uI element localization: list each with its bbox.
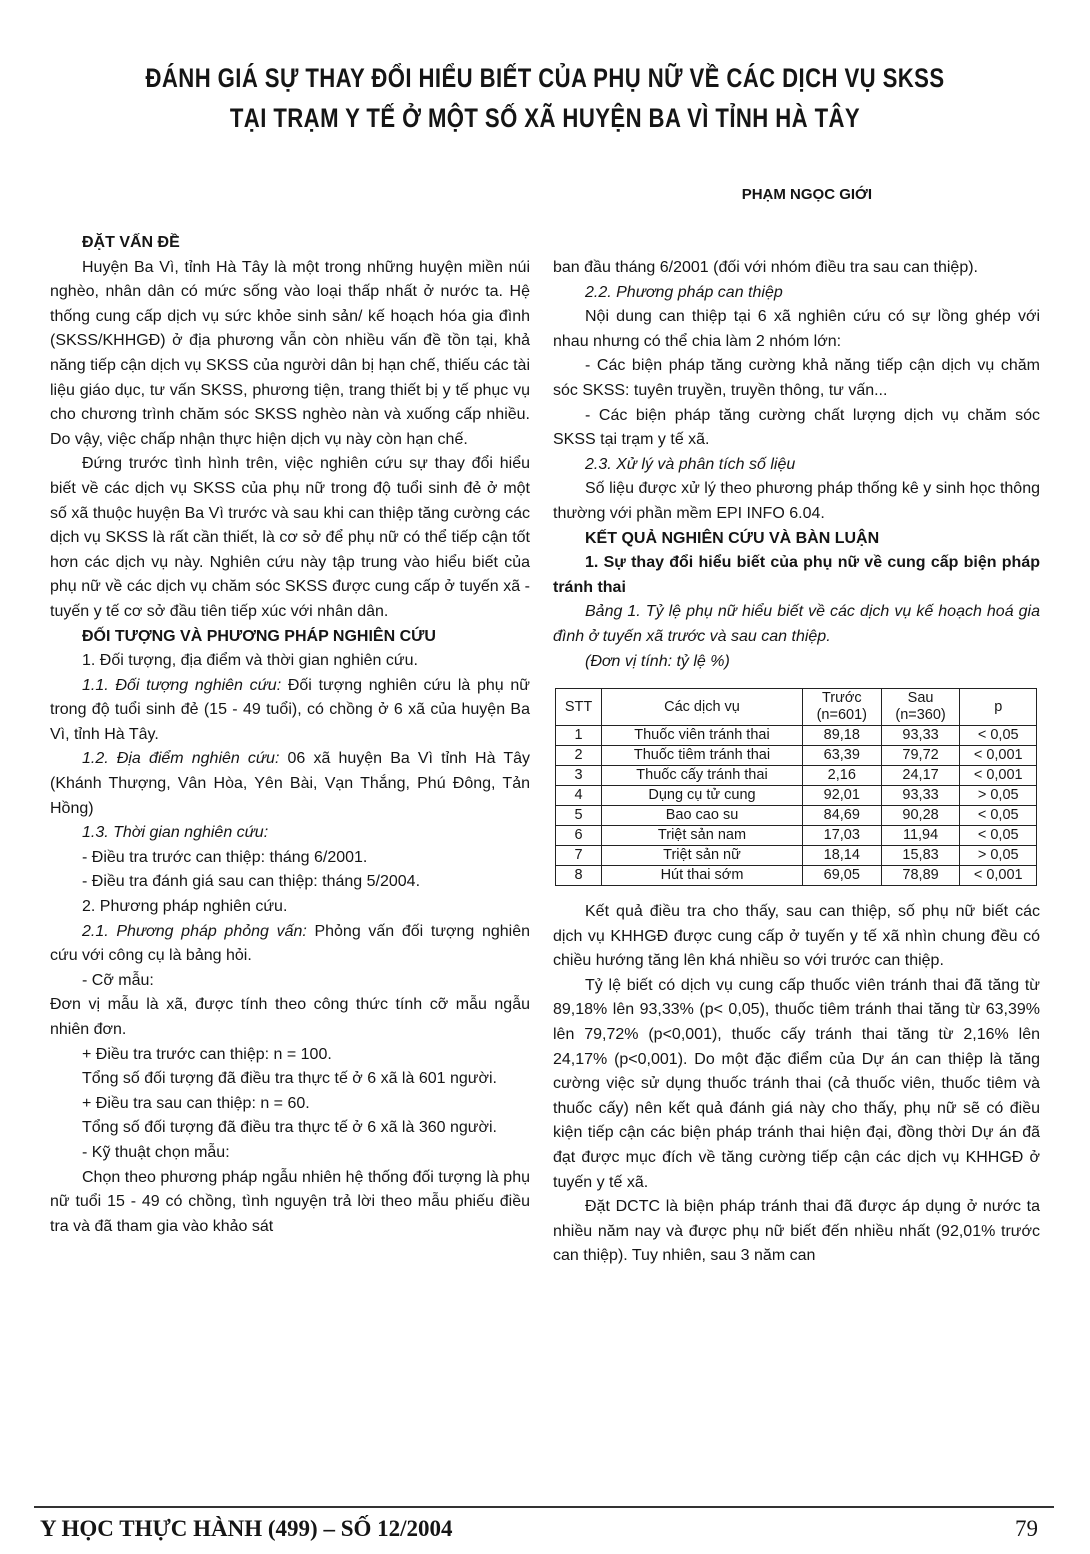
text: Đối tượng nghiên cứu là phụ nữ trong độ tuổi sinh đẻ (15 - 49 tuổi), có chồng ở 6 xã của huyện Ba Vì, tỉnh Hà Tây. [50,676,531,743]
table-unit: (Đơn vị tính: tỷ lệ %) [585,652,730,670]
header-stt: STT [556,689,602,726]
paragraph [50,674,530,748]
table-cell: 17,03 [802,826,881,846]
paragraph: Tỷ lệ biết có dịch vụ cung cấp thuốc viên tránh thai đã tăng từ 89,18% lên 93,33% (p< 0,05), thuốc tiêm tránh thai tăng từ 63,39% lên 79,72% (p<0,001), thuốc cấy tránh thai tăng từ 2,16% lên 24,17% (p<0,001). Do một đặc điểm của Dự án can thiệp là tăng cường việc sử dụng thuốc tránh thai (cả thuốc viên, thuốc tiêm và thuốc cấy) nên kết quả đánh giá này cho thấy, phụ nữ sẽ có điều kiện tiếp cận các biện pháp tránh thai hiện đại, đồng thời Dự án đã đạt được mục đích về tăng cường tiếp cận các dịch vụ KHHGĐ ở tuyến y tế xã. [553,976,1040,1191]
table-cell: < 0,05 [960,826,1037,846]
paragraph: + Điều tra trước can thiệp: n = 100. [82,1045,332,1063]
table-cell: Thuốc viên tránh thai [602,726,803,746]
table-cell: < 0,001 [960,866,1037,886]
title-line-1: ĐÁNH GIÁ SỰ THAY ĐỔI HIỂU BIẾT CỦA PHỤ NỮ VỀ CÁC DỊCH VỤ SKSS [145,63,945,93]
table-cell: < 0,05 [960,726,1037,746]
results-table [555,688,1037,886]
subheading: 2.1. Phương pháp phỏng vấn: [82,922,307,940]
paragraph: - Điều tra đánh giá sau can thiệp: tháng 5/2004. [82,873,421,891]
table-cell: Thuốc cấy tránh thai [602,766,803,786]
table-cell: 5 [556,806,602,826]
table-cell: 93,33 [881,786,960,806]
table-cell: 8 [556,866,602,886]
paragraph: - Điều tra trước can thiệp: tháng 6/2001. [82,848,368,866]
paragraph: Tổng số đối tượng đã điều tra thực tế ở 6 xã là 601 người. [82,1070,497,1088]
section-heading: ĐẶT VẤN ĐỀ [82,234,180,251]
table-row [556,846,1037,866]
paragraph: Đơn vị mẫu là xã, được tính theo công thức tính cỡ mẫu ngẫu nhiên đơn. [50,996,530,1038]
table-cell: 78,89 [881,866,960,886]
table-header-row [556,689,1037,726]
header-text: Trước [821,690,862,707]
table-row [556,766,1037,786]
table-cell: Triệt sản nữ [602,846,803,866]
table-row [556,726,1037,746]
table-cell: > 0,05 [960,846,1037,866]
paragraph: + Điều tra sau can thiệp: n = 60. [82,1094,310,1112]
subsection-heading: 1. Sự thay đổi hiểu biết của phụ nữ về cung cấp biện pháp tránh thai [553,554,1040,596]
paragraph: ban đầu tháng 6/2001 (đối với nhóm điều tra sau can thiệp). [553,259,978,276]
paragraph: 1. Đối tượng, địa điểm và thời gian nghiên cứu. [82,652,418,670]
paragraph: - Các biện pháp tăng cường chất lượng dịch vụ chăm sóc SKSS tại trạm y tế xã. [553,406,1040,449]
table-cell: 1 [556,726,602,746]
paragraph: Kết quả điều tra cho thấy, sau can thiệp, số phụ nữ biết các dịch vụ KHHGĐ được cung cấp ở tuyến y tế xã nhìn chung đều có chiều hướng tăng lên khá nhiều so với trước can thiệp. [553,903,1040,970]
table-cell: < 0,05 [960,806,1037,826]
subheading: 1.1. Đối tượng nghiên cứu: [82,676,282,694]
paragraph: 2. Phương pháp nghiên cứu. [82,898,288,916]
table-cell: Hút thai sớm [602,866,803,886]
subheading: 2.3. Xử lý và phân tích số liệu [585,455,796,473]
table-cell: 11,94 [881,826,960,846]
header-service: Các dịch vụ [602,689,803,726]
paragraph: Số liệu được xử lý theo phương pháp thống kê y sinh học thông thường với phần mềm EPI INFO 6.04. [553,480,1040,522]
table-caption: Bảng 1. Tỷ lệ phụ nữ hiểu biết về các dịch vụ kế hoạch hoá gia đình ở tuyến xã trước và sau can thiệp. [553,603,1040,645]
paragraph: Huyện Ba Vì, tỉnh Hà Tây là một trong những huyện miền núi nghèo, nhân dân có mức sống vào loại thấp nhất ở nước ta. Hệ thống cung cấp dịch vụ sức khỏe sinh sản/ kế hoạch hóa gia đình (SKSS/KHHGĐ) ở địa phương vẫn còn nhiều vấn đề tồn tại, khả năng tiếp cận dịch vụ SKSS của người dân bị hạn chế, thiếu các tài liệu giáo dục, tư vấn SKSS, phương tiện, trang thiết bị y tế phục vụ cho chương trình chăm sóc SKSS nghèo nàn và xuống cấp nhiều. Do vậy, việc chấp nhận thực hiện dịch vụ này còn hạn chế. [50,258,530,448]
header-text: Sau [907,690,934,707]
table-cell: 6 [556,826,602,846]
table-cell: 18,14 [802,846,881,866]
text: 06 xã huyện Ba Vì tỉnh Hà Tây (Khánh Thượng, Vân Hòa, Yên Bài, Vạn Thắng, Phú Đông, Tản Hồng) [50,750,531,817]
subheading: 1.2. Địa điểm nghiên cứu: [82,750,280,768]
table-cell: 3 [556,766,602,786]
table-cell: 63,39 [802,746,881,766]
header-text: (n=360) [895,707,946,724]
left-column [50,231,530,1239]
header-after [881,689,960,726]
paragraph: Chọn theo phương pháp ngẫu nhiên hệ thống đối tượng là phụ nữ tuổi 15 - 49 có chồng, tình nguyện trả lời theo mẫu phiếu điều tra và đã tham gia vào khảo sát [50,1168,530,1235]
header-text: (n=601) [816,707,867,724]
table-cell: 7 [556,846,602,866]
footer-divider [34,1506,1054,1508]
table-cell: Dụng cụ tử cung [602,786,803,806]
table-cell: 84,69 [802,806,881,826]
title-line-2: TẠI TRẠM Y TẾ Ở MỘT SỐ XÃ HUYỆN BA VÌ TỈNH HÀ TÂY [229,103,861,133]
table-row [556,826,1037,846]
paragraph: Đứng trước tình hình trên, việc nghiên cứu sự thay đổi hiểu biết về các dịch vụ SKSS của phụ nữ trong độ tuổi sinh đẻ ở một số xã thuộc huyện Ba Vì trước và sau khi can thiệp tăng cường các dịch vụ SKSS là rất cần thiết, là cơ sở để phụ nữ có thể tiếp cận tốt hơn các dịch vụ này. Nghiên cứu này tập trung vào hiểu biết của phụ nữ về các dịch vụ chăm sóc SKSS được cung cấp ở tuyến xã - tuyến y tế cơ sở đầu tiên tiếp xúc với nhân dân. [50,455,530,620]
journal-footer: Y HỌC THỰC HÀNH (499) – SỐ 12/2004 [40,1516,453,1541]
table-cell: 24,17 [881,766,960,786]
author: PHẠM NGỌC GIỚI [741,186,872,203]
section-heading: KẾT QUẢ NGHIÊN CỨU VÀ BÀN LUẬN [585,529,880,547]
text: Phỏng vấn đối tượng nghiên cứu với công cụ là bảng hỏi. [50,922,530,965]
right-column [553,256,1040,1269]
subheading: 2.2. Phương pháp can thiệp [585,283,783,301]
article-title [98,58,992,138]
page-number: 79 [1015,1516,1038,1541]
table-cell: 69,05 [802,866,881,886]
table-row [556,806,1037,826]
table-cell: < 0,001 [960,746,1037,766]
table-row [556,786,1037,806]
table-cell: Triệt sản nam [602,826,803,846]
section-heading: ĐỐI TƯỢNG VÀ PHƯƠNG PHÁP NGHIÊN CỨU [82,627,436,645]
subheading: 1.3. Thời gian nghiên cứu: [82,824,269,842]
paragraph: - Các biện pháp tăng cường khả năng tiếp cận dịch vụ chăm sóc SKSS: tuyên truyền, truyền thông, tư vấn... [553,357,1040,399]
table-cell: 2,16 [802,766,881,786]
table-cell: Thuốc tiêm tránh thai [602,746,803,766]
paragraph [50,747,530,821]
table-cell: 90,28 [881,806,960,826]
table-cell: 79,72 [881,746,960,766]
paragraph: Đặt DCTC là biện pháp tránh thai đã được áp dụng ở nước ta nhiều năm nay và được phụ nữ biết đến nhiều nhất (92,01% trước can thiệp). Tuy nhiên, sau 3 năm can [553,1198,1040,1265]
table-cell: > 0,05 [960,786,1037,806]
paragraph: - Kỹ thuật chọn mẫu: [82,1143,230,1161]
table-row [556,746,1037,766]
table-cell: 92,01 [802,786,881,806]
table-row [556,866,1037,886]
paragraph [50,920,530,969]
table-cell: Bao cao su [602,806,803,826]
table-cell: 93,33 [881,726,960,746]
table-cell: < 0,001 [960,766,1037,786]
header-p: p [960,689,1037,726]
table-cell: 89,18 [802,726,881,746]
table-cell: 15,83 [881,846,960,866]
paragraph: - Cỡ mẫu: [82,971,154,989]
paragraph: Nội dung can thiệp tại 6 xã nghiên cứu có sự lồng ghép với nhau nhưng có thể chia làm 2 nhóm lớn: [553,308,1040,350]
header-before [802,689,881,726]
table-cell: 2 [556,746,602,766]
paragraph: Tổng số đối tượng đã điều tra thực tế ở 6 xã là 360 người. [82,1119,497,1137]
table-cell: 4 [556,786,602,806]
